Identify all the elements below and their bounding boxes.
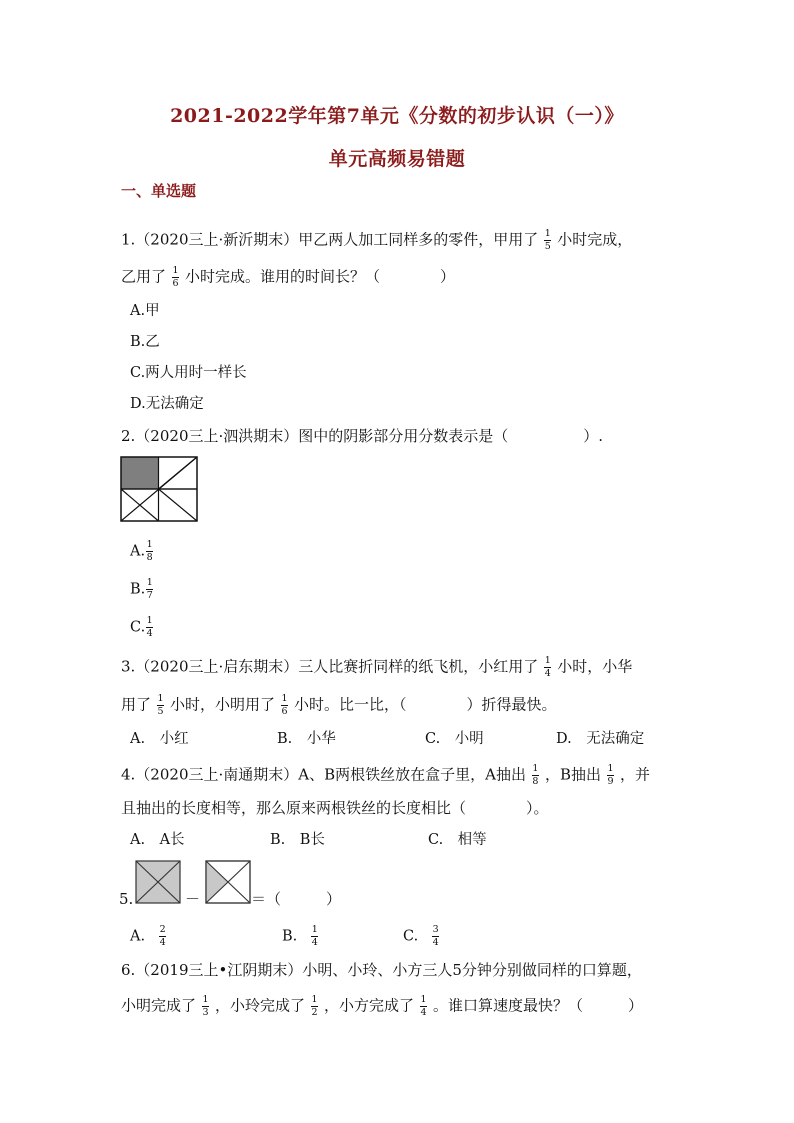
q2-option-a: A. $\frac{1}{8}$ xyxy=(130,539,153,563)
q2-option-b: B. $\frac{1}{7}$ xyxy=(130,577,153,601)
doc-subtitle: 单元高频易错题 xyxy=(328,148,466,170)
q5-option-b: B. $\frac{1}{4}$ xyxy=(282,924,318,948)
q4-line1: 4.（2020三上·南通期末）A、B两根铁丝放在盒子里，A抽出 $\frac{1}{8}$ ，B抽出 $\frac{1}{9}$ ，并 xyxy=(121,763,650,787)
q5-option-a: A. $\frac{2}{4}$ xyxy=(130,924,166,948)
fraction: $\frac{1}{6}$ xyxy=(172,265,179,289)
q4-line2: 且抽出的长度相等，那么原来两根铁丝的长度相比（ ）。 xyxy=(121,799,549,817)
q4-option-a: A. A长 xyxy=(130,832,185,848)
q5-square-quarter xyxy=(205,860,251,904)
q3-option-d: D. 无法确定 xyxy=(556,731,645,747)
shaded-cell xyxy=(121,457,159,489)
q2-option-c: C. $\frac{1}{4}$ xyxy=(130,615,153,639)
q4-option-b: B. B长 xyxy=(270,832,325,848)
section-heading: 一、单选题 xyxy=(121,182,197,200)
q5-square-full xyxy=(135,860,181,904)
q3-line1: 3.（2020三上·启东期末）三人比赛折同样的纸飞机，小红用了 $\frac{1}{4}$ 小时，小华 xyxy=(121,655,633,679)
fraction: $\frac{1}{5}$ xyxy=(544,228,551,252)
q5-option-c: C. $\frac{3}{4}$ xyxy=(403,924,439,948)
q5-equals-blank: ＝（ ） xyxy=(251,890,342,908)
q3-option-a: A. 小红 xyxy=(130,731,189,747)
q3-line2: 用了 $\frac{1}{5}$ 小时，小明用了 $\frac{1}{6}$ 小时。比一比，（ ）折得最快。 xyxy=(121,693,557,717)
q1-option-d: D.无法确定 xyxy=(130,396,204,412)
q6-line2: 小明完成了 $\frac{1}{3}$ ，小玲完成了 $\frac{1}{2}$ ，小方完成了 $\frac{1}{4}$ 。谁口算速度最快？（ ） xyxy=(121,994,644,1018)
doc-title: 2021-2022学年第7单元《分数的初步认识（一）》 xyxy=(170,105,624,127)
q3-option-b: B. 小华 xyxy=(277,731,336,747)
q5-number: 5. xyxy=(119,890,134,908)
q6-line1: 6.（2019三上•江阴期末）小明、小玲、小方三人5分钟分别做同样的口算题， xyxy=(121,961,642,979)
q1-option-c: C.两人用时一样长 xyxy=(130,365,247,381)
q2-text: 2.（2020三上·泗洪期末）图中的阴影部分用分数表示是（ ）. xyxy=(121,427,604,445)
q4-option-c: C. 相等 xyxy=(428,832,487,848)
q5-minus: － xyxy=(185,890,201,908)
q1-line1: 1.（2020三上·新沂期末）甲乙两人加工同样多的零件，甲用了 $\frac{1}{5}$ 小时完成， xyxy=(121,228,633,252)
q2-figure xyxy=(120,456,198,522)
q1-line2: 乙用了 $\frac{1}{6}$ 小时完成。谁用的时间长？（ ） xyxy=(121,265,456,289)
q1-option-b: B.乙 xyxy=(130,334,160,350)
q3-option-c: C. 小明 xyxy=(425,731,484,747)
q1-option-a: A.甲 xyxy=(130,303,160,319)
